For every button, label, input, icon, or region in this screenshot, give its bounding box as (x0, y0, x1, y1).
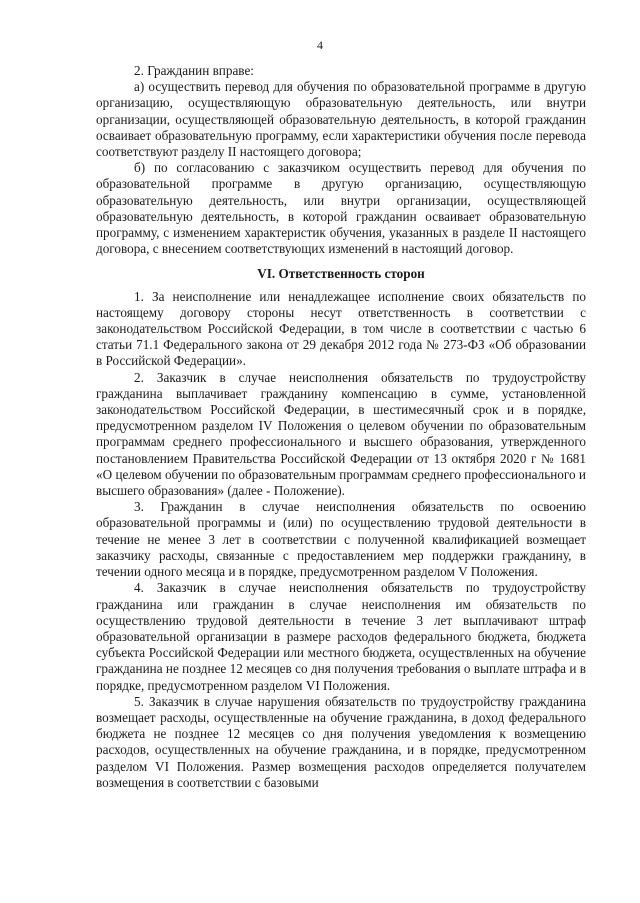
paragraph-citizen-rights-b: б) по согласованию с заказчиком осуществить перевод для обучения по образовательной программе в другую организацию, осуществляющую образовательную деятельность, или внутри организации, осуществляющей образовательную деятельность, в которой гражданин осваивает образовательную программу, с изменением характеристик обучения, указанных в разделе II настоящего договора, с внесением соответствующих изменений в настоящий договор. (96, 160, 586, 257)
document-body (96, 63, 586, 791)
section-heading-responsibility: VI. Ответственность сторон (257, 266, 425, 282)
paragraph-responsibility-1: 1. За неисполнение или ненадлежащее исполнение своих обязательств по настоящему договору стороны несут ответственность в соответствии с законодательством Российской Федерации, в том числе в соответствии с частью 6 статьи 71.1 Федерального закона от 29 декабря 2012 года № 273-ФЗ «Об образовании в Российской Федерации». (96, 288, 586, 369)
paragraph-responsibility-2: 2. Заказчик в случае неисполнения обязательств по трудоустройству гражданина выплачивает гражданину компенсацию в сумме, установленной законодательством Российской Федерации, в шестимесячный срок и в порядке, предусмотренном разделом IV Положения о целевом обучении по образовательным программам среднего профессионального и высшего образования, утвержденного постановлением Правительства Российской Федерации от 13 октября 2020 г № 1681 «О целевом обучении по образовательным программам среднего профессионального и высшего образования» (далее - Положение). (96, 369, 586, 499)
paragraph-responsibility-4: 4. Заказчик в случае неисполнения обязательств по трудоустройству гражданина или гражданин в случае неисполнения им обязательств по осуществлению трудовой деятельности в течение 3 лет выплачивают штраф образовательной организации в размере расходов федерального бюджета, бюджета субъекта Российской Федерации или местного бюджета, осуществленных на обучение гражданина не позднее 12 месяцев со дня получения требования о выплате штрафа и в порядке, предусмотренном разделом VI Положения. (96, 580, 586, 693)
paragraph-citizen-rights: 2. Гражданин вправе: (134, 63, 254, 78)
paragraph-responsibility-5: 5. Заказчик в случае нарушения обязательств по трудоустройству гражданина возмещает расходы, осуществленные на обучение гражданина, в доход федерального бюджета не позднее 12 месяцев со дня получения уведомления к возмещению расходов, осуществленных на обучение гражданина, и в порядке, предусмотренном разделом VI Положения. Размер возмещения расходов определяется получателем возмещения в соответствии с базовыми (96, 693, 586, 790)
paragraph-responsibility-3: 3. Гражданин в случае неисполнения обязательств по освоению образовательной программы и (или) по осуществлению трудовой деятельности в течение не менее 3 лет в соответствии с полученной квалификацией возмещает заказчику расходы, связанные с предоставлением мер поддержки гражданину, в течении одного месяца и в порядке, предусмотренном разделом V Положения. (96, 499, 586, 580)
paragraph-citizen-rights-a: а) осуществить перевод для обучения по образовательной программе в другую организацию, осуществляющую образовательную деятельность, или внутри организации, осуществляющей образовательную деятельность, в которой гражданин осваивает образовательную программу, если характеристики обучения после перевода соответствуют разделу II настоящего договора; (96, 79, 586, 160)
page-number: 4 (317, 38, 323, 52)
